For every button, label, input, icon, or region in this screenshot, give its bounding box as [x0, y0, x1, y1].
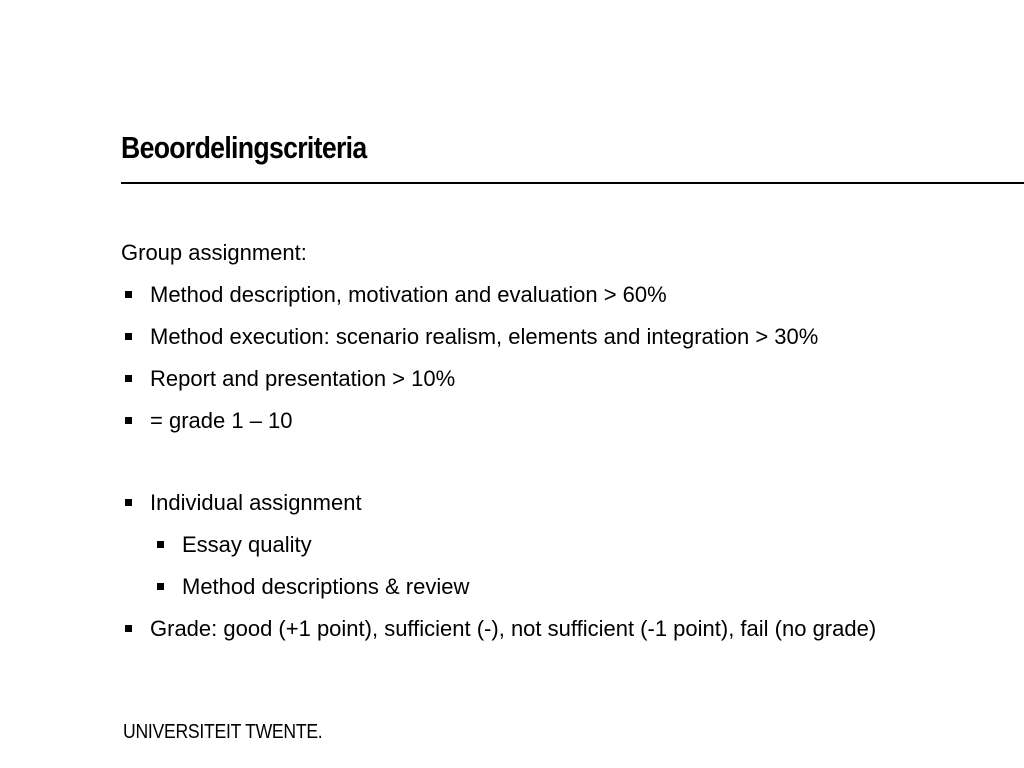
square-bullet-icon: [125, 499, 132, 506]
bullet-item: [121, 404, 981, 438]
group-assignment-heading: Group assignment:: [121, 240, 307, 265]
bullet-item-text: Report and presentation > 10%: [150, 366, 456, 391]
bullet-item-text: Individual assignment: [150, 490, 362, 515]
sub-bullet-item-text: Method descriptions & review: [182, 574, 470, 599]
bullet-item: [121, 320, 981, 354]
bullet-item-text: Method execution: scenario realism, elements and integration > 30%: [150, 324, 819, 349]
bullet-item: [121, 278, 981, 312]
bullet-item: [121, 612, 981, 646]
bullet-item: [121, 362, 981, 396]
square-bullet-icon: [125, 625, 132, 632]
sub-bullet-item: [121, 570, 981, 604]
square-bullet-icon: [125, 333, 132, 340]
slide-content: [121, 236, 981, 654]
bullet-item-text: Method description, motivation and evaluation > 60%: [150, 282, 667, 307]
slide-title: Beoordelingscriteria: [121, 130, 367, 165]
square-bullet-icon: [125, 375, 132, 382]
square-bullet-icon: [157, 583, 164, 590]
sub-bullet-item-text: Essay quality: [182, 532, 312, 557]
bullet-item-text: = grade 1 – 10: [150, 408, 293, 433]
square-bullet-icon: [125, 291, 132, 298]
bullet-item-text: Grade: good (+1 point), sufficient (-), not sufficient (-1 point), fail (no grade): [150, 616, 877, 641]
title-divider: [121, 182, 1024, 184]
bullet-item: [121, 486, 981, 520]
spacer: [121, 446, 981, 486]
square-bullet-icon: [157, 541, 164, 548]
university-logo: UNIVERSITEIT TWENTE.: [123, 721, 323, 743]
sub-bullet-item: [121, 528, 981, 562]
square-bullet-icon: [125, 417, 132, 424]
